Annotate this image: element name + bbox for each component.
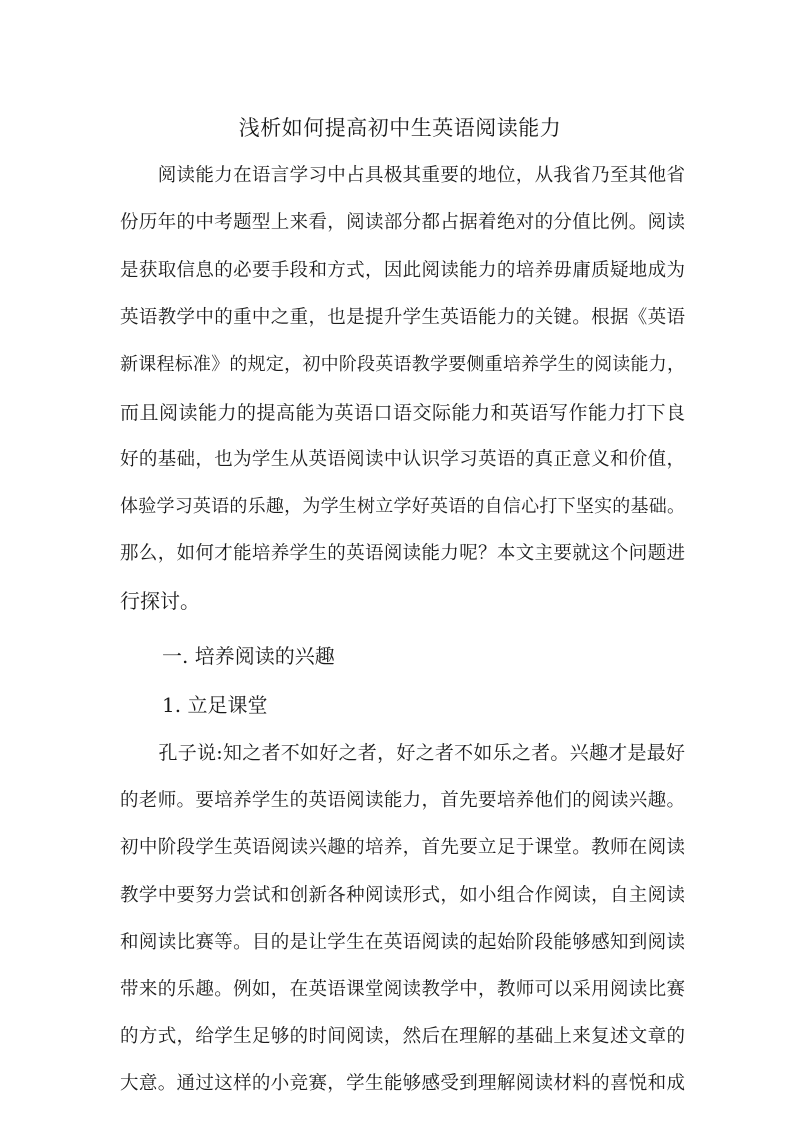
paragraph-1-line-5: 新课程标准》的规定，初中阶段英语教学要侧重培养学生的阅读能力， bbox=[120, 354, 685, 376]
paragraph-2-line-8: 大意。通过这样的小竞赛，学生能够感受到理解阅读材料的喜悦和成 bbox=[120, 1073, 685, 1094]
document-title: 浅析如何提高初中生英语阅读能力 bbox=[238, 116, 562, 140]
paragraph-2-line-1: 孔子说:知之者不如好之者，好之者不如乐之者。兴趣才是最好 bbox=[120, 742, 685, 765]
paragraph-1-line-8: 体验学习英语的乐趣，为学生树立学好英语的自信心打下坚实的基础。 bbox=[120, 495, 685, 517]
paragraph-2-line-7: 的方式，给学生足够的时间阅读，然后在理解的基础上来复述文章的 bbox=[120, 1025, 685, 1047]
paragraph-2-line-2: 的老师。要培养学生的英语阅读能力，首先要培养他们的阅读兴趣。 bbox=[120, 790, 685, 812]
section-heading: 一. 培养阅读的兴趣 bbox=[162, 644, 335, 669]
paragraph-2-line-4: 教学中要努力尝试和创新各种阅读形式，如小组合作阅读，自主阅读 bbox=[120, 884, 685, 906]
paragraph-1-line-10: 行探讨。 bbox=[120, 589, 200, 614]
paragraph-2-line-3: 初中阶段学生英语阅读兴趣的培养，首先要立足于课堂。教师在阅读 bbox=[120, 837, 685, 859]
paragraph-2-line-6: 带来的乐趣。例如，在英语课堂阅读教学中，教师可以采用阅读比赛 bbox=[120, 978, 685, 1000]
paragraph-2-line-5: 和阅读比赛等。目的是让学生在英语阅读的起始阶段能够感知到阅读 bbox=[120, 931, 685, 953]
subsection-heading: 1. 立足课堂 bbox=[162, 693, 268, 718]
paragraph-1-line-9: 那么，如何才能培养学生的英语阅读能力呢？本文主要就这个问题进 bbox=[120, 542, 685, 564]
paragraph-1-line-6: 而且阅读能力的提高能为英语口语交际能力和英语写作能力打下良 bbox=[120, 401, 685, 424]
paragraph-1-line-1: 阅读能力在语言学习中占具极其重要的地位，从我省乃至其他省 bbox=[120, 165, 685, 187]
paragraph-1-line-4: 英语教学中的重中之重，也是提升学生英语能力的关键。根据《英语 bbox=[120, 307, 685, 329]
paragraph-1-line-2: 份历年的中考题型上来看，阅读部分都占据着绝对的分值比例。阅读 bbox=[120, 212, 685, 234]
paragraph-1-line-3: 是获取信息的必要手段和方式，因此阅读能力的培养毋庸质疑地成为 bbox=[120, 260, 685, 282]
paragraph-1-line-7: 好的基础，也为学生从英语阅读中认识学习英语的真正意义和价值， bbox=[120, 448, 685, 470]
